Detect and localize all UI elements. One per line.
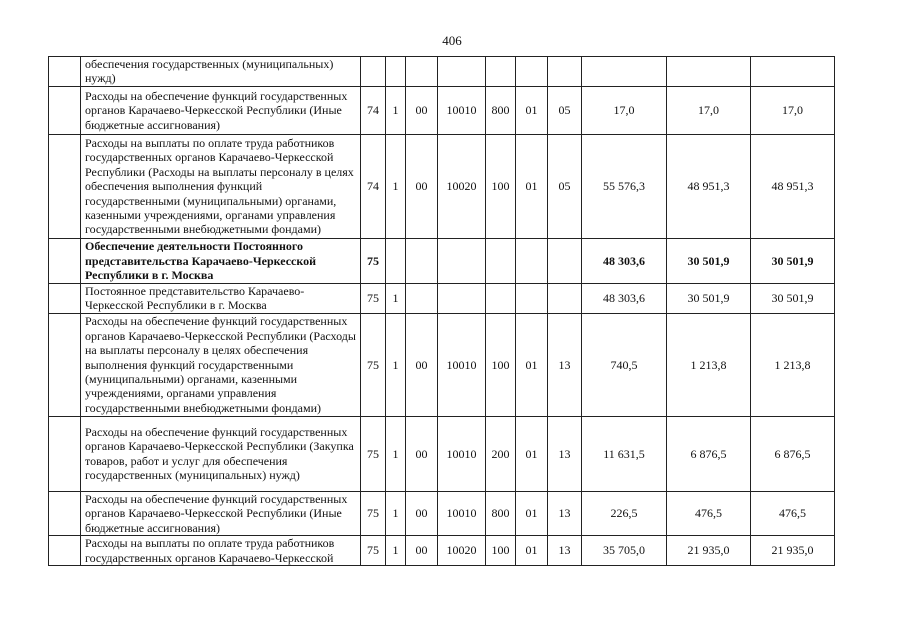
section-code: 01 <box>516 536 548 566</box>
program-code <box>386 238 406 283</box>
section-code: 01 <box>516 86 548 134</box>
subsection-code: 13 <box>548 416 582 491</box>
expense-name: Расходы на обеспечение функций государственных органов Карачаево-Черкесской Республики (Иные бюджетные ассигнования) <box>81 491 361 535</box>
program-code: 1 <box>386 86 406 134</box>
expense-type-code <box>486 283 516 313</box>
section-code <box>516 283 548 313</box>
subsection-code <box>548 283 582 313</box>
amount-year-3: 30 501,9 <box>751 238 835 283</box>
program-code: 1 <box>386 313 406 416</box>
subsection-code <box>548 57 582 87</box>
amount-year-1: 17,0 <box>582 86 667 134</box>
expense-type-code: 800 <box>486 86 516 134</box>
direction-code: 10010 <box>438 491 486 535</box>
program-code: 1 <box>386 491 406 535</box>
department-code: 75 <box>361 283 386 313</box>
expense-name: Расходы на обеспечение функций государственных органов Карачаево-Черкесской Республики (Закупка товаров, работ и услуг для обеспечения государственных (муниципальных) нужд) <box>81 416 361 491</box>
amount-year-1: 226,5 <box>582 491 667 535</box>
table-row <box>49 491 835 535</box>
amount-year-3: 1 213,8 <box>751 313 835 416</box>
section-code <box>516 57 548 87</box>
department-code: 75 <box>361 313 386 416</box>
table-row <box>49 416 835 491</box>
department-code: 75 <box>361 416 386 491</box>
amount-year-2: 30 501,9 <box>667 283 751 313</box>
row-blank-cell <box>49 238 81 283</box>
expense-type-code <box>486 57 516 87</box>
department-code <box>361 57 386 87</box>
subprogram-code: 00 <box>406 134 438 238</box>
section-code: 01 <box>516 416 548 491</box>
amount-year-3: 6 876,5 <box>751 416 835 491</box>
budget-table <box>48 56 835 566</box>
department-code: 75 <box>361 238 386 283</box>
subsection-code: 05 <box>548 86 582 134</box>
direction-code: 10010 <box>438 313 486 416</box>
expense-name: Расходы на обеспечение функций государственных органов Карачаево-Черкесской Республики (Расходы на выплаты персоналу в целях обеспечения выполнения функций государственными (муниципальными) органами, казенными учреждениями, органами управления государственными внебюджетными фондами) <box>81 313 361 416</box>
row-blank-cell <box>49 57 81 87</box>
expense-name: Расходы на выплаты по оплате труда работников государственных органов Карачаево-Черкесской Республики (Расходы на выплаты персоналу в целях обеспечения выполнения функций государственными (муниципальными) органами, казенными учреждениями, органами управления государственными внебюджетными фондами) <box>81 134 361 238</box>
subprogram-code <box>406 283 438 313</box>
department-code: 74 <box>361 86 386 134</box>
subprogram-code: 00 <box>406 416 438 491</box>
amount-year-2 <box>667 57 751 87</box>
expense-type-code <box>486 238 516 283</box>
expense-name: Обеспечение деятельности Постоянного представительства Карачаево-Черкесской Республики в г. Москва <box>81 238 361 283</box>
direction-code: 10010 <box>438 86 486 134</box>
amount-year-2: 6 876,5 <box>667 416 751 491</box>
section-code: 01 <box>516 134 548 238</box>
amount-year-2: 30 501,9 <box>667 238 751 283</box>
amount-year-2: 21 935,0 <box>667 536 751 566</box>
table-row <box>49 238 835 283</box>
row-blank-cell <box>49 491 81 535</box>
table-row <box>49 134 835 238</box>
program-code: 1 <box>386 134 406 238</box>
row-blank-cell <box>49 283 81 313</box>
subsection-code: 05 <box>548 134 582 238</box>
table-row <box>49 283 835 313</box>
amount-year-1: 55 576,3 <box>582 134 667 238</box>
subsection-code <box>548 238 582 283</box>
amount-year-2: 1 213,8 <box>667 313 751 416</box>
expense-type-code: 100 <box>486 134 516 238</box>
program-code: 1 <box>386 536 406 566</box>
expense-type-code: 100 <box>486 536 516 566</box>
amount-year-2: 48 951,3 <box>667 134 751 238</box>
table-row <box>49 57 835 87</box>
direction-code: 10010 <box>438 416 486 491</box>
direction-code <box>438 238 486 283</box>
subprogram-code: 00 <box>406 313 438 416</box>
direction-code: 10020 <box>438 134 486 238</box>
amount-year-1: 11 631,5 <box>582 416 667 491</box>
expense-type-code: 200 <box>486 416 516 491</box>
row-blank-cell <box>49 313 81 416</box>
section-code: 01 <box>516 491 548 535</box>
amount-year-1: 48 303,6 <box>582 238 667 283</box>
table-row <box>49 313 835 416</box>
row-blank-cell <box>49 86 81 134</box>
subprogram-code <box>406 238 438 283</box>
subsection-code: 13 <box>548 491 582 535</box>
amount-year-1: 35 705,0 <box>582 536 667 566</box>
row-blank-cell <box>49 536 81 566</box>
amount-year-3: 476,5 <box>751 491 835 535</box>
amount-year-1: 48 303,6 <box>582 283 667 313</box>
expense-name: Расходы на выплаты по оплате труда работников государственных органов Карачаево-Черкесской <box>81 536 361 566</box>
expense-name: Постоянное представительство Карачаево-Черкесской Республики в г. Москва <box>81 283 361 313</box>
table-body <box>49 57 835 566</box>
subprogram-code <box>406 57 438 87</box>
expense-type-code: 800 <box>486 491 516 535</box>
page-number: 406 <box>442 33 462 48</box>
program-code: 1 <box>386 283 406 313</box>
direction-code <box>438 57 486 87</box>
department-code: 74 <box>361 134 386 238</box>
amount-year-2: 17,0 <box>667 86 751 134</box>
department-code: 75 <box>361 536 386 566</box>
subprogram-code: 00 <box>406 536 438 566</box>
expense-type-code: 100 <box>486 313 516 416</box>
section-code: 01 <box>516 313 548 416</box>
subsection-code: 13 <box>548 536 582 566</box>
section-code <box>516 238 548 283</box>
program-code <box>386 57 406 87</box>
row-blank-cell <box>49 134 81 238</box>
direction-code <box>438 283 486 313</box>
expense-name: Расходы на обеспечение функций государственных органов Карачаево-Черкесской Республики (Иные бюджетные ассигнования) <box>81 86 361 134</box>
amount-year-3: 21 935,0 <box>751 536 835 566</box>
table-row <box>49 86 835 134</box>
program-code: 1 <box>386 416 406 491</box>
amount-year-2: 476,5 <box>667 491 751 535</box>
subprogram-code: 00 <box>406 86 438 134</box>
amount-year-3: 48 951,3 <box>751 134 835 238</box>
row-blank-cell <box>49 416 81 491</box>
subsection-code: 13 <box>548 313 582 416</box>
subprogram-code: 00 <box>406 491 438 535</box>
expense-name: обеспечения государственных (муниципальных) нужд) <box>81 57 361 87</box>
department-code: 75 <box>361 491 386 535</box>
amount-year-3 <box>751 57 835 87</box>
table-row <box>49 536 835 566</box>
direction-code: 10020 <box>438 536 486 566</box>
amount-year-1 <box>582 57 667 87</box>
amount-year-3: 30 501,9 <box>751 283 835 313</box>
amount-year-3: 17,0 <box>751 86 835 134</box>
amount-year-1: 740,5 <box>582 313 667 416</box>
